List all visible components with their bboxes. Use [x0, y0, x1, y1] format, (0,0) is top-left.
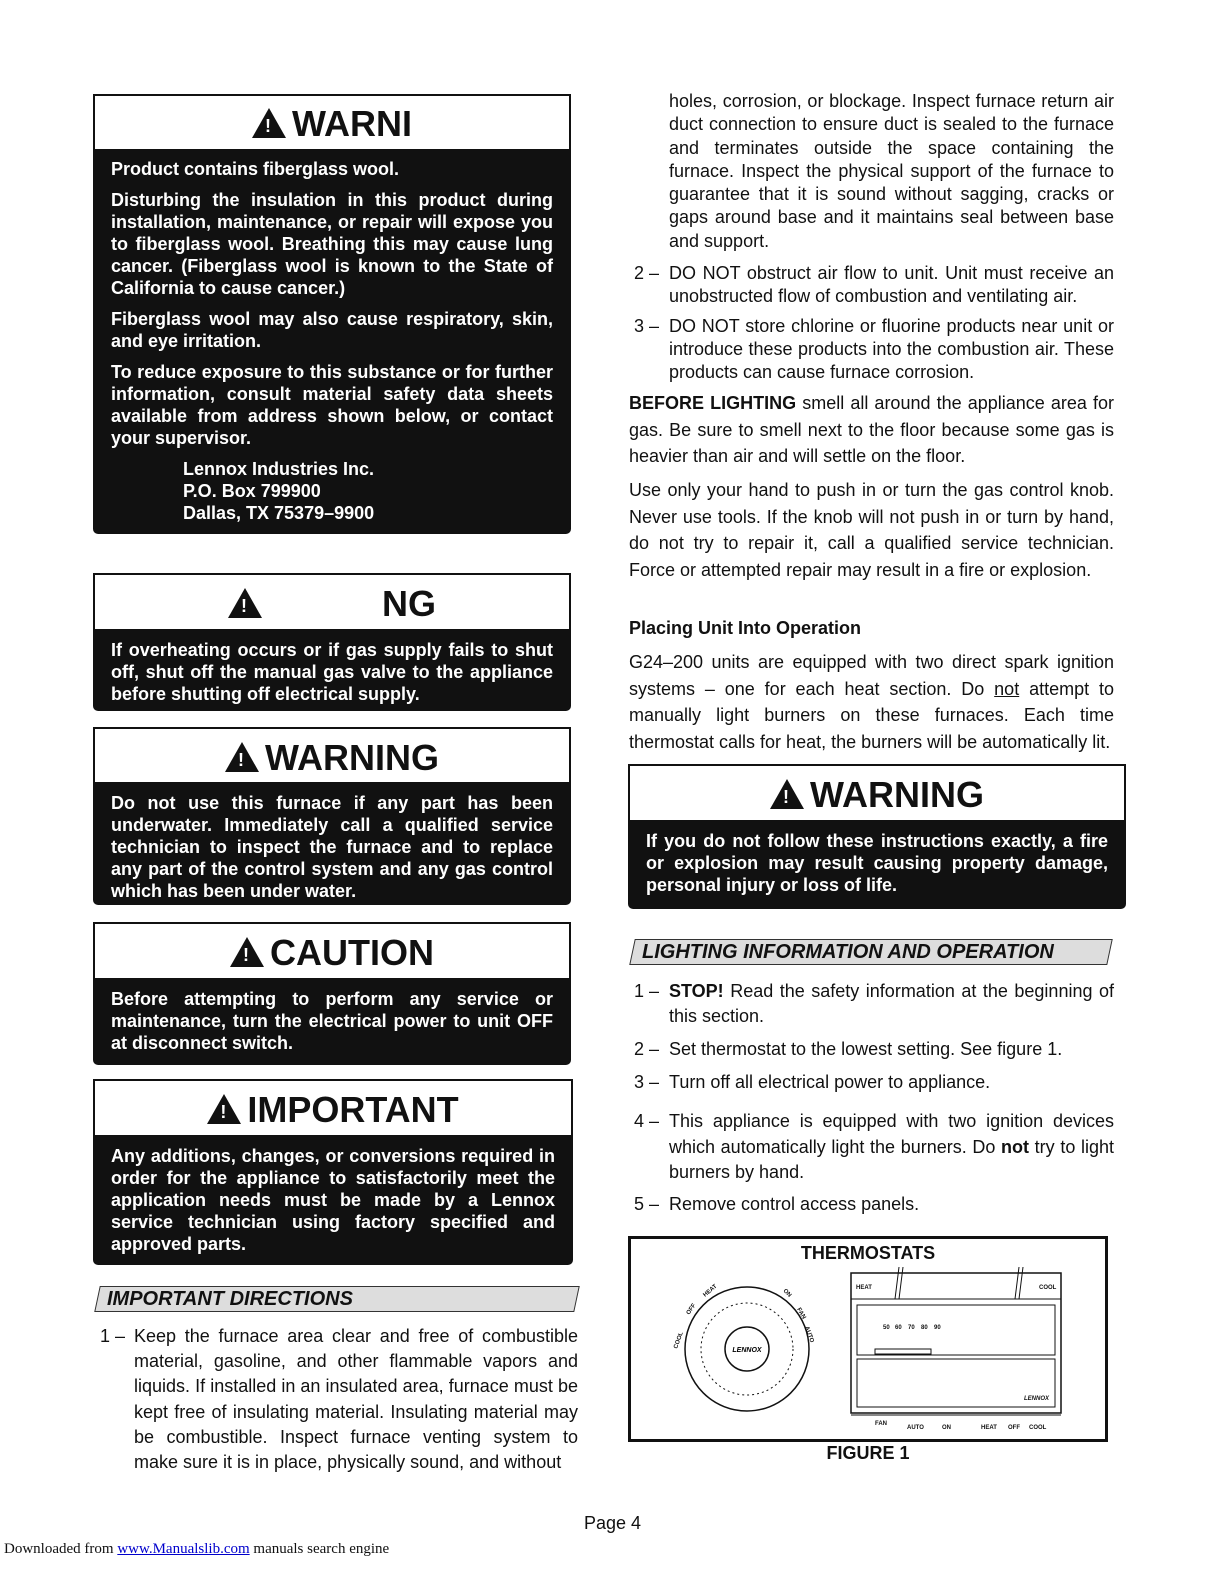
important-title: IMPORTANT [247, 1089, 459, 1130]
svg-text:COOL: COOL [1039, 1285, 1057, 1291]
thermostat-illustration [631, 1239, 1105, 1439]
svg-text:OFF: OFF [1008, 1425, 1020, 1431]
svg-text:HEAT: HEAT [856, 1285, 872, 1291]
svg-text:80: 80 [921, 1325, 928, 1331]
svg-text:FAN: FAN [795, 1307, 807, 1321]
page-number: Page 4 [583, 1513, 642, 1533]
warning-triangle-icon: ! [252, 108, 286, 138]
svg-text:ON: ON [942, 1425, 951, 1431]
svg-text:60: 60 [895, 1325, 902, 1331]
svg-text:ON: ON [781, 1288, 793, 1299]
caution-header [93, 922, 571, 980]
warning-title: NG [382, 583, 436, 624]
warning-header [628, 764, 1126, 822]
warning-body [93, 149, 571, 534]
warning-title: WARNING [265, 737, 439, 778]
svg-text:90: 90 [934, 1325, 941, 1331]
figure-caption: FIGURE 1 [826, 1443, 910, 1463]
hand-use-paragraph: Use only your hand to push in or turn the gas control knob. Never use tools. If the knob will not push in or turn by hand, do not try to repair it, call a qualified service technician. Force or attempted repair may result in a fire or explosion. [629, 480, 1114, 580]
svg-text:50: 50 [883, 1325, 890, 1331]
lighting-info-heading: LIGHTING INFORMATION AND OPERATION [632, 939, 1110, 965]
warning-text: Disturbing the insulation in this product during installation, maintenance, or repair will expose you to fiberglass wool. Breathing this may cause lung cancer. (Fiberglass wool is known to the State of California to cause cancer.) [111, 190, 553, 298]
svg-text:COOL: COOL [1029, 1425, 1047, 1431]
svg-text:AUTO: AUTO [907, 1425, 924, 1431]
address-line: P.O. Box 799900 [183, 481, 321, 501]
warning-header [93, 573, 571, 631]
warning-text: Product contains fiberglass wool. [111, 159, 400, 179]
warning-body [628, 821, 1126, 909]
warning-triangle-icon: ! [228, 588, 262, 618]
important-body [93, 1137, 573, 1265]
warning-header [93, 727, 571, 784]
address-line: Lennox Industries Inc. [183, 459, 375, 479]
svg-text:HEAT: HEAT [702, 1283, 719, 1299]
warning-triangle-icon: ! [225, 742, 259, 772]
warning-body [93, 784, 571, 905]
fiberglass-warning-box [93, 94, 571, 534]
svg-text:AUTO: AUTO [803, 1325, 815, 1344]
dial-brand: LENNOX [732, 1347, 762, 1354]
warning-text: To reduce exposure to this substance or for further information, consult material safety data sheets available from address shown below, or contact your supervisor. [111, 362, 553, 448]
warning-text: If you do not follow these instructions exactly, a fire or explosion may result causing property damage, personal injury or loss of life. [646, 831, 1108, 895]
svg-text:COOL: COOL [673, 1331, 685, 1350]
before-lighting-paragraph: BEFORE LIGHTING smell all around the appliance area for gas. Be sure to smell next to the floor because some gas is heavier than air and will settle on the floor. [629, 393, 1115, 466]
caution-box [93, 922, 571, 1065]
important-text: Any additions, changes, or conversions required in order for the appliance to satisfactorily meet the application needs must be made by a Lennox service technician using factory specified and approved parts. [111, 1146, 555, 1254]
warning-body [93, 631, 571, 711]
warning-triangle-icon: ! [207, 1094, 241, 1124]
svg-text:OFF: OFF [685, 1302, 698, 1317]
address-line: Dallas, TX 75379–9900 [183, 503, 375, 523]
download-footer: Downloaded from www.Manualslib.com manuals search engine [4, 1541, 390, 1557]
overheating-warning-box [93, 573, 571, 711]
important-box [93, 1079, 573, 1265]
warning-triangle-icon: ! [230, 937, 264, 967]
warning-title: WARNING [810, 774, 984, 815]
explosion-warning-box [628, 764, 1126, 909]
caution-text: Before attempting to perform any service or maintenance, turn the electrical power to unit OFF at disconnect switch. [111, 989, 553, 1053]
important-directions-heading: IMPORTANT DIRECTIONS [97, 1286, 577, 1312]
warning-triangle-icon: ! [770, 779, 804, 809]
warning-text: If overheating occurs or if gas supply fails to shut off, shut off the manual gas valve to the appliance before shutting off electrical supply. [111, 640, 553, 704]
warning-header [93, 94, 571, 151]
warning-title: WARNI [292, 103, 412, 144]
svg-text:LENNOX: LENNOX [1024, 1396, 1050, 1402]
warning-text: Fiberglass wool may also cause respiratory, skin, and eye irritation. [111, 309, 553, 351]
placing-unit-paragraph: G24–200 units are equipped with two direct spark ignition systems – one for each heat section. Do not attempt to manually light burners on these furnaces. Each time thermostat calls for heat, the burners will be automatically lit. [629, 652, 1114, 752]
thermostat-figure [628, 1236, 1108, 1442]
svg-text:70: 70 [908, 1325, 915, 1331]
placing-unit-heading: Placing Unit Into Operation [629, 618, 862, 638]
caution-title: CAUTION [270, 932, 434, 973]
svg-text:FAN: FAN [875, 1421, 887, 1427]
digital-thermostat-body [851, 1273, 1061, 1413]
important-header [93, 1079, 573, 1137]
svg-text:HEAT: HEAT [981, 1425, 997, 1431]
manualslib-link[interactable]: www.Manualslib.com [117, 1541, 250, 1557]
warning-text: Do not use this furnace if any part has been underwater. Immediately call a qualified service technician to inspect the furnace and to replace any part of the control system and any gas control which has been under water. [111, 793, 553, 901]
figure-title: THERMOSTATS [800, 1243, 936, 1263]
underwater-warning-box [93, 727, 571, 905]
caution-body [93, 980, 571, 1065]
